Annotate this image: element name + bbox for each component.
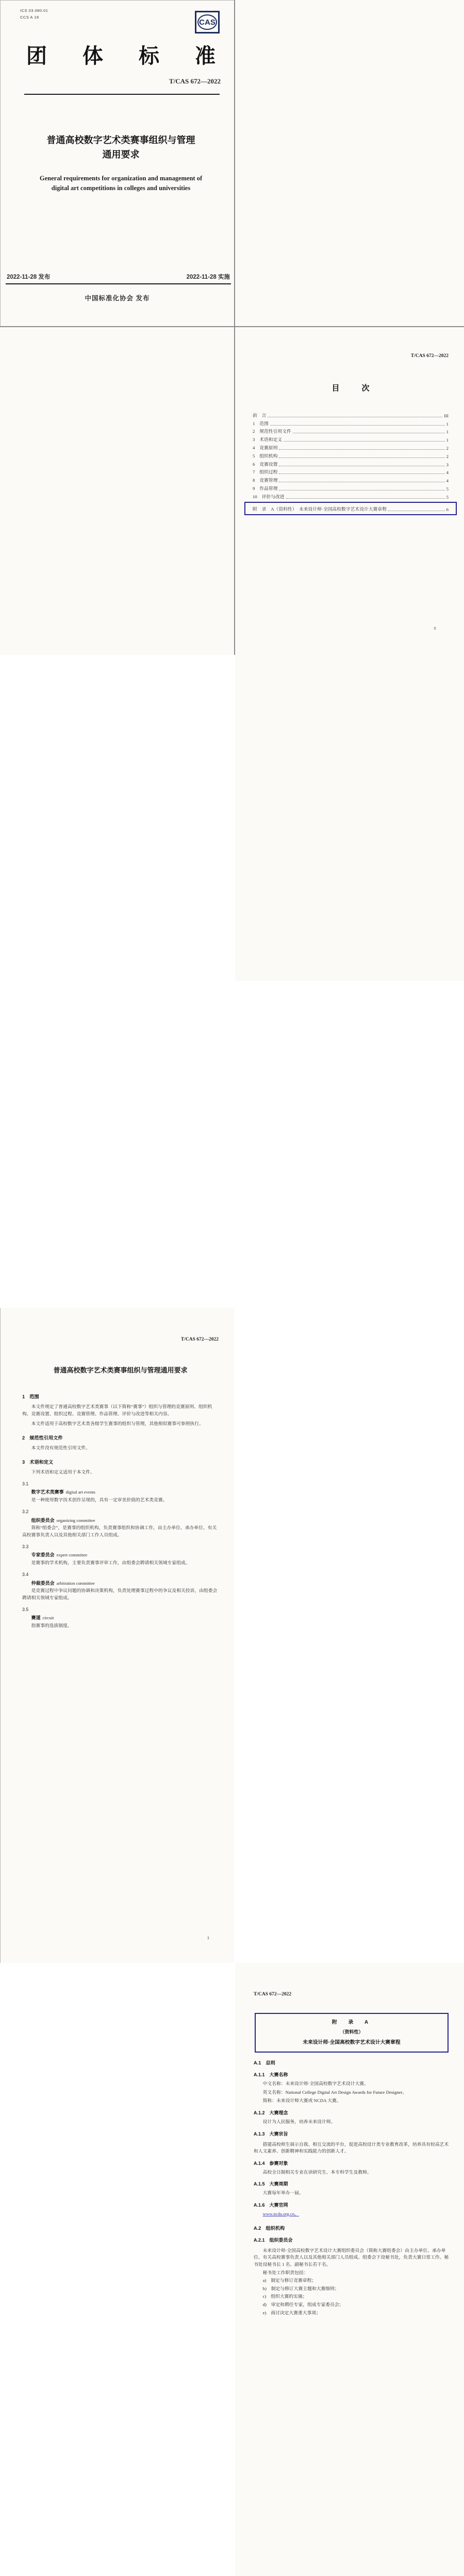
toc-entry-page: 5 — [446, 494, 449, 500]
term-number: 3.3 — [22, 1544, 29, 1549]
toc-entry-page: 1 — [446, 429, 449, 435]
appendix-a21-para1: 未来设计师·全国高校数字艺术设计大赛组织委员会（简称大赛组委会）由主办单位、承办单位、有关高校赛事负责人以及其他相关部门人员组成。组委会下设秘书处，负责大赛日常工作。秘书处设秘书长 1 名、副秘书长若干名。 — [254, 2247, 449, 2267]
toc-entry-page: 2 — [446, 445, 449, 451]
cover-page — [0, 0, 234, 326]
implementation-date: 2022-11-28 实施 — [186, 274, 230, 280]
toc-entry-page: 4 — [446, 470, 449, 476]
term-definition: 简称“组委会”，是赛事的组织机构，负责赛事组织和协调工作，由主办单位、承办单位、有关高校赛事负责人以及其他相关部门工作人员组成。 — [22, 1525, 217, 1538]
appendix-a13-para: 搭建高校师生展示自我、相互交流的平台，促进高校设计类专业教育改革，培养具有较高艺术和人文素养、创新精神和实践能力的创新人才。 — [254, 2141, 449, 2154]
term-number: 3.5 — [22, 1606, 29, 1612]
toc-page — [235, 326, 464, 981]
toc-appendix-highlight-box — [244, 502, 457, 515]
ics-codes — [20, 8, 222, 21]
appendix-a21-heading: A.2.1 组织委员会 — [254, 2237, 293, 2243]
toc-entry-label: 4 竞赛原则 — [253, 445, 278, 450]
secretariat-duty-item: b) 制定与修订大赛主题和大赛细则； — [262, 2285, 339, 2291]
term-name — [31, 1517, 219, 1524]
term-definition: 是一种使用数字技术创作呈现的，具有一定审美价值的艺术类竞赛。 — [31, 1497, 168, 1503]
ics-code: ICS 03.080.01 — [20, 8, 48, 13]
toc-leader-dots — [279, 473, 444, 474]
toc-entry-page: 5 — [446, 486, 449, 492]
cover-rule — [24, 94, 220, 95]
section-1-para-1: 本文件规定了普通高校数字艺术类赛事（以下简称“赛事”）组织与管理的竞赛原则、组织机构、竞赛设置、组织过程、竞赛管理、作品管理、评价与改进等相关内容。 — [22, 1404, 212, 1416]
term-en: digital art events — [65, 1489, 95, 1495]
toc-leader-dots — [286, 498, 445, 499]
term-en: arbitration committee — [56, 1580, 95, 1586]
toc-leader-dots — [270, 425, 445, 426]
toc-entry-label: 2 规范性引用文件 — [253, 429, 291, 434]
term-zh: 数字艺术类赛事 — [31, 1489, 64, 1495]
toc-entry[interactable] — [253, 435, 449, 443]
term-number: 3.1 — [22, 1481, 29, 1486]
toc-entry-page: 2 — [446, 453, 449, 459]
appendix-a11-heading: A.1.1 大赛名称 — [254, 2072, 288, 2078]
toc-entry[interactable] — [253, 492, 449, 500]
toc-entry[interactable] — [253, 484, 449, 492]
toc-entry[interactable] — [253, 451, 449, 460]
cover-title-zh — [20, 133, 222, 163]
cover-title-zh-line1: 普通高校数字艺术类赛事组织与管理 — [46, 134, 195, 145]
appendix-page — [235, 1963, 464, 2576]
page1-header-code: T/CAS 672—2022 — [180, 1337, 219, 1342]
toc-leader-dots — [284, 441, 444, 442]
standard-type-char: 团 — [26, 44, 47, 67]
cas-logo-icon — [195, 11, 220, 33]
term-en: organizing committee — [56, 1517, 95, 1523]
standard-type-title — [26, 40, 216, 69]
appendix-a14-line1: 高校全日制相关专业在读研究生、本专科学生及教师。 — [262, 2169, 372, 2175]
cas-logo-oval — [197, 14, 217, 30]
toc-entry-label: 5 组织机构 — [253, 453, 278, 459]
appendix-title-line2: （资料性） — [340, 2029, 363, 2035]
toc-entry[interactable] — [253, 476, 449, 484]
appendix-title-line3: 未来设计师·全国高校数字艺术设计大赛章程 — [303, 2039, 401, 2045]
toc-entry-page: 6 — [446, 506, 449, 512]
toc-list — [253, 411, 449, 515]
toc-entry-page: 4 — [446, 478, 449, 484]
toc-entry-label: 10 评价与改进 — [253, 494, 285, 499]
cover-title-en-line2: digital art competitions in colleges and universities — [51, 184, 191, 192]
toc-entry-label: 附 录 A（资料性） 未来设计师·全国高校数字艺术设计大赛章程 — [253, 506, 387, 512]
section-1-para-2: 本文件适用于高校数字艺术类各级学生赛事的组织与管理，其他相似赛事可参照执行。 — [31, 1421, 204, 1427]
toc-entry[interactable] — [253, 443, 449, 451]
term-definition: 是赛事的学术机构，主要负责赛事评审工作，由组委会聘请相关领域专家组成。 — [31, 1560, 190, 1566]
secretariat-duty-item: d) 审定和聘任专家，组成专家委员会； — [262, 2302, 344, 2308]
standard-type-char: 标 — [139, 44, 159, 67]
toc-entry-label: 前 言 — [253, 412, 267, 418]
issue-date: 2022-11-28 发布 — [7, 274, 51, 280]
toc-header-code: T/CAS 672—2022 — [410, 353, 449, 359]
appendix-a15-heading: A.1.5 大赛周期 — [254, 2181, 288, 2187]
appendix-a1-heading: A.1 总则 — [254, 2060, 275, 2065]
section-3-heading: 3 术语和定义 — [22, 1459, 54, 1465]
appendix-a16-line — [263, 2211, 450, 2218]
term-number: 3.2 — [22, 1509, 29, 1514]
appendix-title-highlight-box — [255, 2013, 449, 2053]
toc-entry-label: 3 术语和定义 — [253, 437, 283, 443]
secretariat-duty-item: a) 制定与修订竞赛章程； — [262, 2278, 317, 2283]
term-en: expert committee — [56, 1552, 88, 1558]
term-definition: 指赛事的选拔制度。 — [31, 1623, 72, 1629]
term-zh: 组织委员会 — [31, 1517, 55, 1523]
appendix-a16-heading: A.1.6 大赛官网 — [254, 2202, 288, 2208]
term-name — [31, 1489, 219, 1496]
standard-type-char: 体 — [82, 44, 103, 67]
term-name — [31, 1580, 219, 1587]
toc-entry-page: 1 — [446, 437, 449, 443]
standard-page-1 — [0, 1308, 234, 1963]
toc-entry-label: 7 组织过程 — [253, 469, 278, 475]
toc-page-number: II — [434, 626, 436, 631]
toc-entry[interactable] — [253, 468, 449, 476]
cover-title-en — [20, 174, 222, 193]
horizontal-divider — [0, 326, 464, 327]
secretariat-duty-item: c) 组织大赛的实施； — [262, 2294, 307, 2299]
toc-entry-page: 3 — [446, 462, 449, 467]
standard-type-char: 准 — [195, 44, 216, 67]
toc-entry-label: 8 竞赛管理 — [253, 478, 278, 483]
cas-logo-text: CAS — [199, 18, 216, 27]
cover-title-zh-line2: 通用要求 — [102, 149, 140, 160]
toc-leader-dots — [279, 457, 444, 458]
standard-code: T/CAS 672—2022 — [169, 77, 221, 85]
term-zh: 赛道 — [31, 1615, 41, 1621]
appendix-a13-heading: A.1.3 大赛宗旨 — [254, 2131, 288, 2137]
term-en: circuit — [42, 1615, 54, 1621]
term-zh: 专家委员会 — [31, 1552, 55, 1558]
cover-dates-row — [6, 273, 231, 284]
appendix-a2-heading: A.2 组织机构 — [254, 2225, 285, 2231]
ccs-code: CCS A 18 — [20, 14, 39, 20]
toc-entry-label: 6 竞赛设置 — [253, 461, 278, 467]
term-zh: 仲裁委员会 — [31, 1580, 55, 1586]
toc-entry-page: III — [444, 413, 449, 418]
toc-entry-page: 1 — [446, 421, 449, 427]
toc-entry-appendix[interactable] — [253, 504, 449, 513]
appendix-a12-line1: 设计为人民服务，培养未来设计师。 — [262, 2119, 336, 2124]
page1-page-number: 1 — [207, 1935, 209, 1940]
secretariat-duty-item: e) 商讨决定大赛重大事项； — [262, 2310, 321, 2315]
publisher: 中国标准化协会 发布 — [85, 295, 150, 302]
vertical-divider — [234, 0, 235, 655]
toc-entry-label: 1 范围 — [253, 420, 269, 426]
page1-title: 普通高校数字艺术类赛事组织与管理通用要求 — [53, 1366, 188, 1374]
toc-entry-label: 9 作品管理 — [253, 485, 278, 491]
appendix-title-line1: 附 录 A — [332, 2019, 372, 2025]
term-number: 3.4 — [22, 1571, 29, 1577]
appendix-a11-line2: 英文名称：National College Digital Art Design Awards for Future Designer。 — [262, 2089, 407, 2095]
appendix-a14-heading: A.1.4 参赛对象 — [254, 2160, 288, 2166]
section-1-heading: 1 范围 — [22, 1394, 39, 1399]
appendix-a21-para2: 秘书处工作职责包括： — [262, 2269, 308, 2275]
appendix-a12-heading: A.1.2 大赛理念 — [254, 2110, 288, 2116]
official-website-link[interactable]: www.ncda.org.cn。 — [262, 2211, 299, 2216]
term-name — [31, 1615, 219, 1622]
toc-leader-dots — [279, 449, 444, 450]
toc-entry[interactable] — [253, 411, 449, 419]
term-name — [31, 1552, 219, 1559]
cover-title-en-line1: General requirements for organization and management of — [39, 175, 203, 182]
term-definition: 是竞赛过程中争议问题的协调和决策机构，负责处理赛事过程中的争议及相关投诉，由组委会聘请相关领域专家组成。 — [22, 1588, 218, 1601]
toc-title: 目 次 — [332, 384, 377, 393]
appendix-header-code: T/CAS 672—2022 — [254, 1992, 292, 1997]
toc-entry[interactable] — [253, 427, 449, 435]
toc-entry[interactable] — [253, 419, 449, 427]
toc-entry[interactable] — [253, 460, 449, 468]
section-2-para-1: 本文件没有规范性引用文件。 — [31, 1445, 90, 1451]
appendix-a11-line1: 中文名称：未来设计师·全国高校数字艺术设计大赛。 — [262, 2081, 369, 2087]
appendix-a11-line3: 简称：未来设计师大赛或 NCDA 大赛。 — [262, 2098, 341, 2104]
section-2-heading: 2 规范性引用文件 — [22, 1435, 63, 1440]
appendix-a15-line1: 大赛每年举办一届。 — [262, 2190, 304, 2196]
section-3-para-1: 下列术语和定义适用于本文件。 — [31, 1469, 95, 1475]
